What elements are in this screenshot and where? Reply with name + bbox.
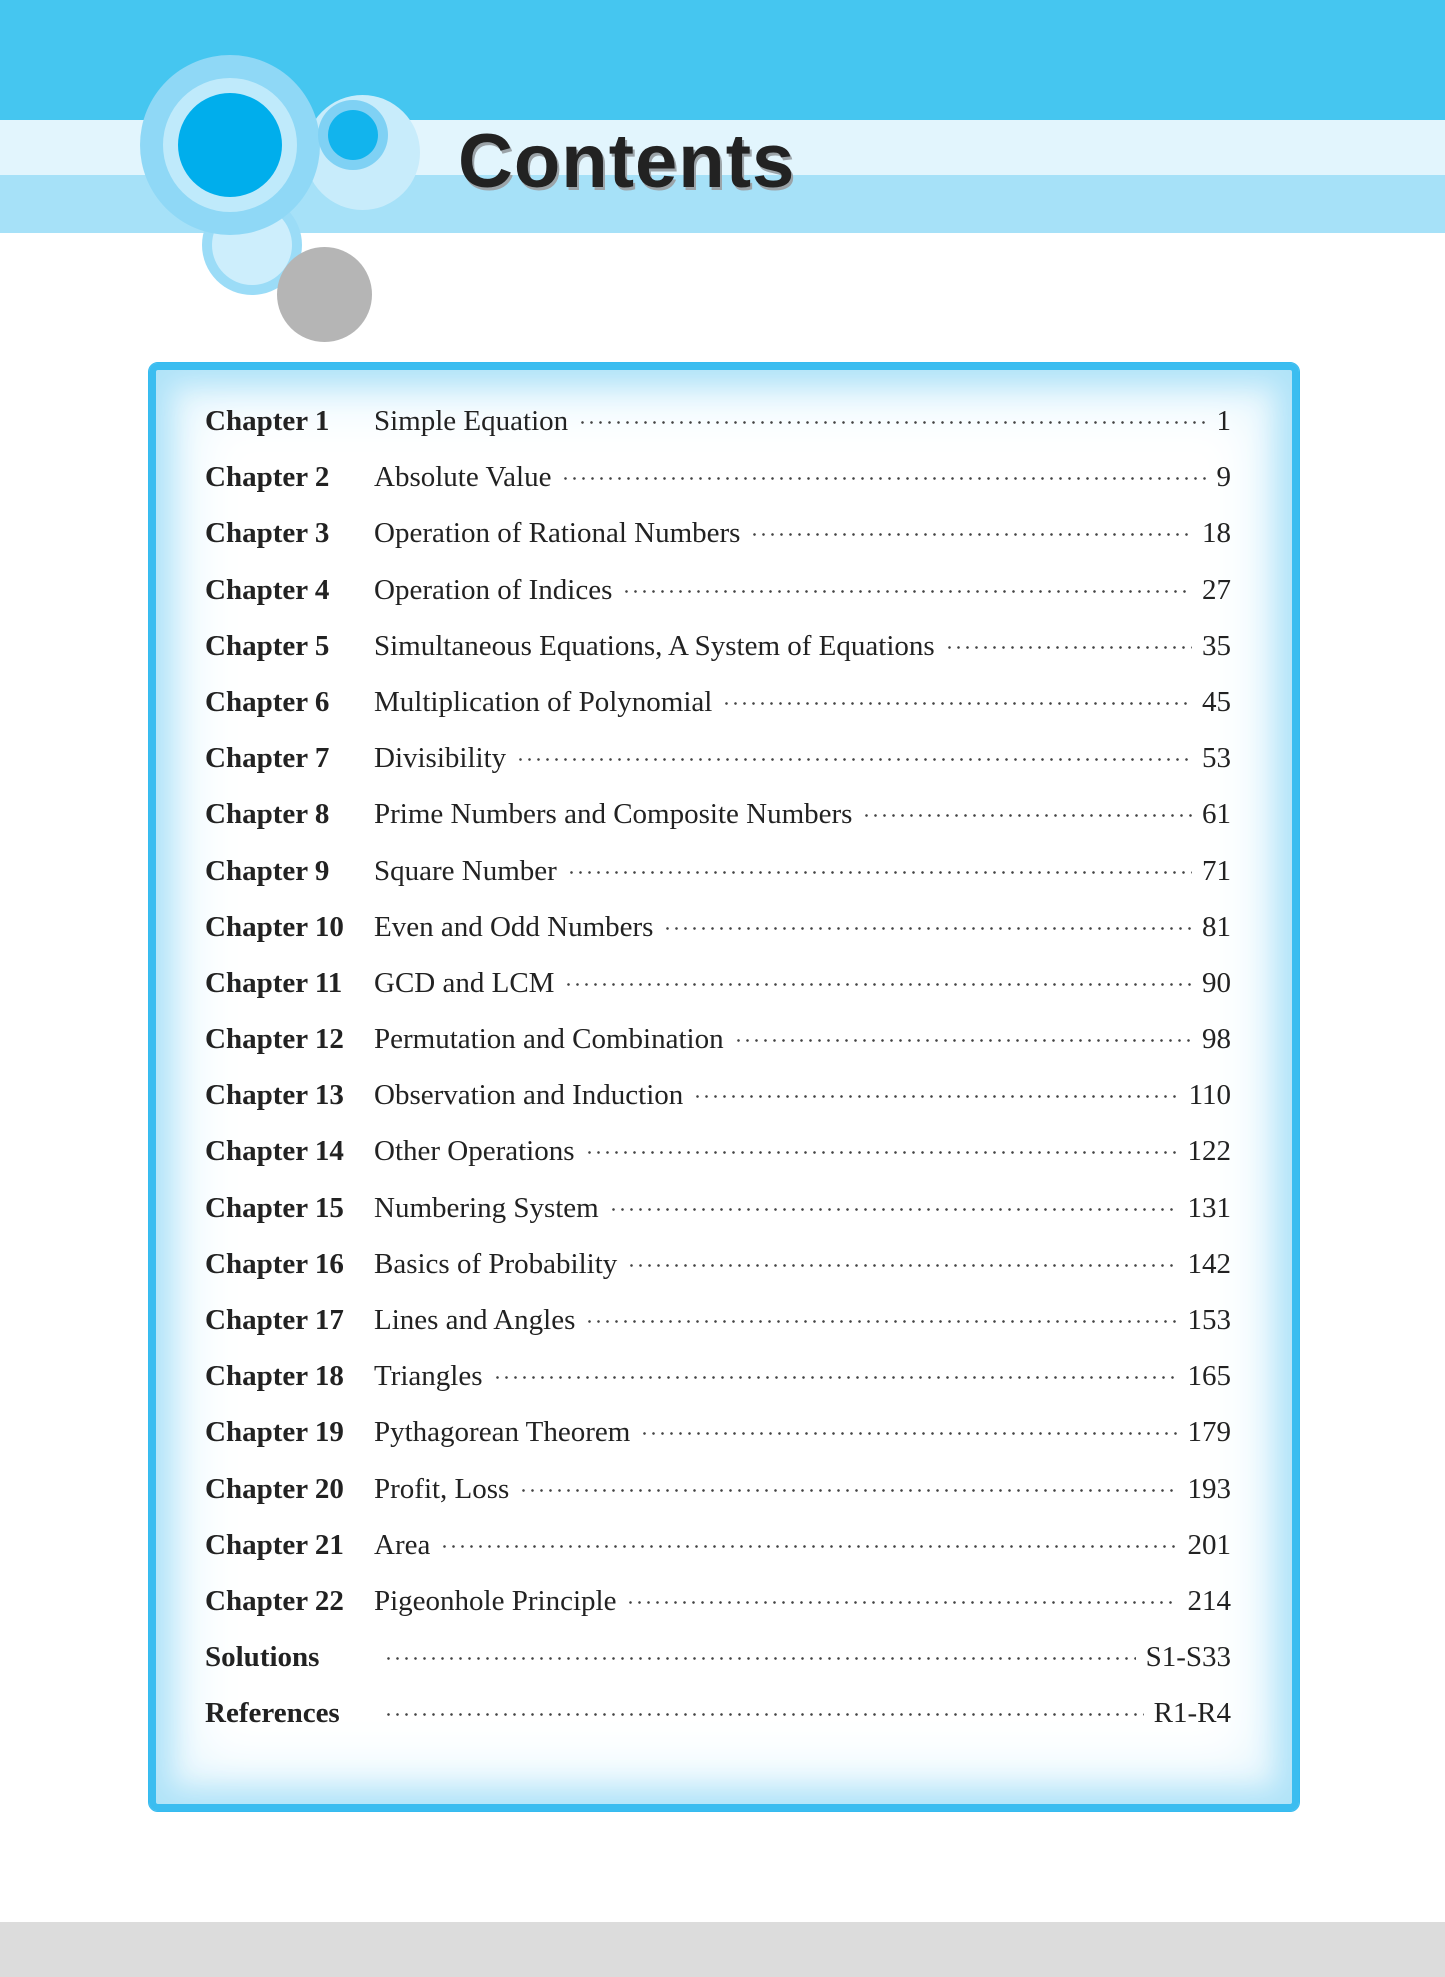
- toc-page-number: 90: [1202, 966, 1231, 999]
- toc-chapter-title: Pigeonhole Principle: [374, 1584, 617, 1617]
- toc-dot-leader: [516, 758, 1192, 761]
- toc-chapter-title: Numbering System: [374, 1191, 599, 1224]
- decor-circle: [178, 93, 282, 197]
- toc-chapter-label: Chapter 17: [205, 1304, 344, 1336]
- decor-circle-grey: [277, 247, 372, 342]
- toc-chapter-label: Chapter 7: [205, 742, 330, 775]
- toc-page-number: 110: [1188, 1079, 1231, 1112]
- toc-page-number: 9: [1216, 461, 1231, 494]
- toc-chapter-title: Square Number: [374, 854, 557, 887]
- toc-entry[interactable]: [205, 1416, 1231, 1472]
- toc-dot-leader: [519, 1489, 1177, 1492]
- toc-entry[interactable]: [205, 1192, 1231, 1248]
- toc-chapter-label: Solutions: [205, 1641, 320, 1674]
- toc-chapter-label: Chapter 20: [205, 1472, 344, 1505]
- toc-dot-leader: [622, 590, 1192, 593]
- toc-chapter-title: Other Operations: [374, 1135, 575, 1168]
- toc-entry[interactable]: [205, 798, 1231, 854]
- toc-list: [205, 405, 1231, 1754]
- toc-dot-leader: [734, 1039, 1192, 1042]
- toc-page-number: 122: [1187, 1135, 1231, 1168]
- toc-entry[interactable]: [205, 1304, 1231, 1360]
- toc-dot-leader: [567, 871, 1192, 874]
- toc-chapter-title: Basics of Probability: [374, 1247, 618, 1280]
- toc-entry[interactable]: [205, 1529, 1231, 1585]
- toc-entry[interactable]: [205, 911, 1231, 967]
- toc-chapter-title: Operation of Rational Numbers: [374, 517, 741, 550]
- toc-entry[interactable]: [205, 742, 1231, 798]
- toc-dot-leader: [609, 1208, 1178, 1211]
- toc-chapter-title: Lines and Angles: [374, 1304, 576, 1336]
- toc-dot-leader: [945, 646, 1192, 649]
- toc-chapter-title: Permutation and Combination: [374, 1023, 724, 1056]
- toc-chapter-title: Profit, Loss: [374, 1472, 510, 1505]
- toc-chapter-title: Even and Odd Numbers: [374, 910, 654, 943]
- toc-chapter-label: References: [205, 1697, 340, 1730]
- toc-entry[interactable]: [205, 517, 1231, 573]
- toc-page-number: 53: [1202, 742, 1231, 775]
- toc-page-number: 35: [1202, 629, 1231, 662]
- footer-band: [0, 1922, 1445, 1977]
- toc-entry[interactable]: [205, 1248, 1231, 1304]
- toc-chapter-title: Absolute Value: [374, 461, 552, 494]
- toc-chapter-label: Chapter 8: [205, 798, 330, 831]
- toc-chapter-label: Chapter 12: [205, 1023, 344, 1056]
- toc-entry[interactable]: [205, 405, 1231, 461]
- toc-page-number: 71: [1202, 854, 1231, 887]
- toc-page-number: 1: [1216, 405, 1231, 437]
- toc-dot-leader: [862, 814, 1192, 817]
- toc-page-number: 201: [1187, 1528, 1231, 1561]
- toc-page-number: 131: [1187, 1191, 1231, 1224]
- toc-entry[interactable]: [205, 1135, 1231, 1191]
- toc-chapter-label: Chapter 6: [205, 685, 330, 718]
- toc-dot-leader: [493, 1376, 1178, 1379]
- toc-chapter-label: Chapter 15: [205, 1191, 344, 1224]
- toc-dot-leader: [750, 533, 1192, 536]
- toc-chapter-title: Simple Equation: [374, 405, 569, 437]
- toc-chapter-label: Chapter 4: [205, 573, 330, 606]
- toc-entry[interactable]: [205, 1023, 1231, 1079]
- toc-entry[interactable]: [205, 1697, 1231, 1753]
- toc-dot-leader: [585, 1320, 1177, 1323]
- toc-page-number: 179: [1187, 1416, 1231, 1449]
- toc-page-number: 45: [1202, 685, 1231, 718]
- toc-page-number: 153: [1187, 1304, 1231, 1336]
- toc-dot-leader: [578, 421, 1206, 424]
- toc-page-number: 142: [1187, 1247, 1231, 1280]
- toc-chapter-label: Chapter 1: [205, 405, 330, 437]
- toc-dot-leader: [384, 1657, 1136, 1660]
- toc-dot-leader: [384, 1713, 1144, 1716]
- toc-entry[interactable]: [205, 574, 1231, 630]
- toc-page-number: 214: [1187, 1584, 1231, 1617]
- toc-page-number: 81: [1202, 910, 1231, 943]
- toc-entry[interactable]: [205, 1585, 1231, 1641]
- toc-chapter-label: Chapter 5: [205, 629, 330, 662]
- toc-chapter-title: Observation and Induction: [374, 1079, 684, 1112]
- toc-page-number: 98: [1202, 1023, 1231, 1056]
- toc-chapter-label: Chapter 9: [205, 854, 330, 887]
- toc-entry[interactable]: [205, 967, 1231, 1023]
- toc-chapter-title: Multiplication of Polynomial: [374, 685, 713, 718]
- toc-entry[interactable]: [205, 1473, 1231, 1529]
- toc-page-number: 27: [1202, 573, 1231, 606]
- toc-chapter-label: Chapter 13: [205, 1079, 344, 1112]
- toc-chapter-title: Pythagorean Theorem: [374, 1416, 631, 1449]
- toc-dot-leader: [722, 702, 1192, 705]
- toc-dot-leader: [440, 1545, 1177, 1548]
- toc-dot-leader: [693, 1095, 1178, 1098]
- toc-chapter-label: Chapter 21: [205, 1528, 344, 1561]
- toc-chapter-label: Chapter 10: [205, 910, 344, 943]
- toc-chapter-title: Area: [374, 1528, 431, 1561]
- toc-chapter-title: Triangles: [374, 1360, 483, 1393]
- toc-dot-leader: [626, 1601, 1177, 1604]
- decor-circle: [328, 110, 378, 160]
- toc-chapter-title: Operation of Indices: [374, 573, 613, 606]
- toc-dot-leader: [564, 983, 1192, 986]
- toc-chapter-label: Chapter 18: [205, 1360, 344, 1393]
- toc-entry[interactable]: [205, 1079, 1231, 1135]
- toc-page-number: R1-R4: [1153, 1697, 1231, 1730]
- toc-entry[interactable]: [205, 1641, 1231, 1697]
- toc-chapter-title: GCD and LCM: [374, 966, 555, 999]
- toc-chapter-label: Chapter 14: [205, 1135, 344, 1168]
- toc-entry[interactable]: [205, 855, 1231, 911]
- toc-chapter-title: Divisibility: [374, 742, 507, 775]
- toc-entry[interactable]: [205, 630, 1231, 686]
- toc-chapter-label: Chapter 16: [205, 1247, 344, 1280]
- toc-chapter-label: Chapter 19: [205, 1416, 344, 1449]
- toc-page-number: 61: [1202, 798, 1231, 831]
- toc-dot-leader: [663, 927, 1192, 930]
- toc-page-number: S1-S33: [1145, 1641, 1231, 1674]
- toc-entry[interactable]: [205, 461, 1231, 517]
- toc-page-number: 165: [1187, 1360, 1231, 1393]
- toc-entry[interactable]: [205, 686, 1231, 742]
- toc-chapter-title: Simultaneous Equations, A System of Equations: [374, 629, 935, 662]
- toc-dot-leader: [640, 1432, 1177, 1435]
- toc-chapter-label: Chapter 2: [205, 461, 330, 494]
- toc-dot-leader: [561, 477, 1206, 480]
- toc-chapter-label: Chapter 11: [205, 966, 343, 999]
- toc-dot-leader: [627, 1264, 1177, 1267]
- toc-page-number: 193: [1187, 1472, 1231, 1505]
- toc-chapter-title: Prime Numbers and Composite Numbers: [374, 798, 853, 831]
- toc-dot-leader: [585, 1151, 1178, 1154]
- page-title: Contents: [458, 119, 796, 204]
- toc-entry[interactable]: [205, 1360, 1231, 1416]
- toc-chapter-label: Chapter 22: [205, 1584, 344, 1617]
- toc-chapter-label: Chapter 3: [205, 517, 330, 550]
- toc-page-number: 18: [1202, 517, 1231, 550]
